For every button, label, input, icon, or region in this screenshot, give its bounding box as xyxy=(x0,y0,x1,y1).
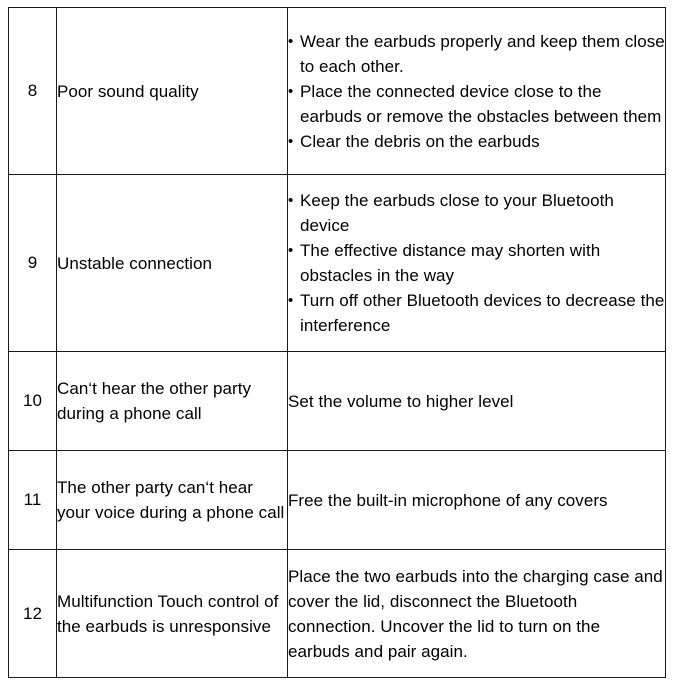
list-item: • Wear the earbuds properly and keep them close to each other. xyxy=(288,29,665,79)
table-row xyxy=(9,8,666,175)
solution-bullet-list xyxy=(288,188,665,338)
row-number-cell xyxy=(9,451,57,550)
problem-cell xyxy=(57,175,288,352)
problem-cell xyxy=(57,451,288,550)
solution-text: Place the two earbuds into the charging case and cover the lid, disconnect the Bluetooth connection. Uncover the lid to turn on the earbuds and pair again. xyxy=(288,566,663,661)
solution-cell xyxy=(288,352,666,451)
table-row xyxy=(9,451,666,550)
list-item: • Turn off other Bluetooth devices to decrease the interference xyxy=(288,288,665,338)
problem-cell xyxy=(57,8,288,175)
row-number-cell xyxy=(9,352,57,451)
problem-text: The other party can‘t hear your voice during a phone call xyxy=(57,478,285,522)
solution-text: Free the built-in microphone of any covers xyxy=(288,490,608,510)
table-row xyxy=(9,352,666,451)
solution-bullet-list xyxy=(288,29,665,154)
problem-cell xyxy=(57,352,288,451)
problem-text: Unstable connection xyxy=(57,253,212,273)
row-number: 12 xyxy=(22,603,43,623)
problem-text: Poor sound quality xyxy=(57,81,199,101)
troubleshooting-table xyxy=(8,7,666,678)
solution-cell xyxy=(288,451,666,550)
problem-text: Multifunction Touch control of the earbuds is unresponsive xyxy=(57,591,279,636)
row-number: 10 xyxy=(22,391,43,410)
solution-text: Set the volume to higher level xyxy=(288,391,514,411)
table-row xyxy=(9,550,666,678)
row-number-cell xyxy=(9,175,57,352)
list-item: • Place the connected device close to the earbuds or remove the obstacles between them xyxy=(288,79,665,129)
problem-cell xyxy=(57,550,288,678)
table-row xyxy=(9,175,666,352)
list-item: • Keep the earbuds close to your Bluetooth device xyxy=(288,188,665,238)
row-number-cell xyxy=(9,550,57,678)
list-item: • Clear the debris on the earbuds xyxy=(288,129,665,154)
list-item: • The effective distance may shorten with obstacles in the way xyxy=(288,238,665,288)
table-body xyxy=(9,8,666,678)
solution-cell xyxy=(288,550,666,678)
row-number: 11 xyxy=(23,490,42,509)
row-number-cell xyxy=(9,8,57,175)
row-number: 9 xyxy=(27,253,38,272)
row-number: 8 xyxy=(27,81,38,100)
solution-cell xyxy=(288,8,666,175)
problem-text: Can‘t hear the other party during a phone call xyxy=(57,379,252,423)
solution-cell xyxy=(288,175,666,352)
